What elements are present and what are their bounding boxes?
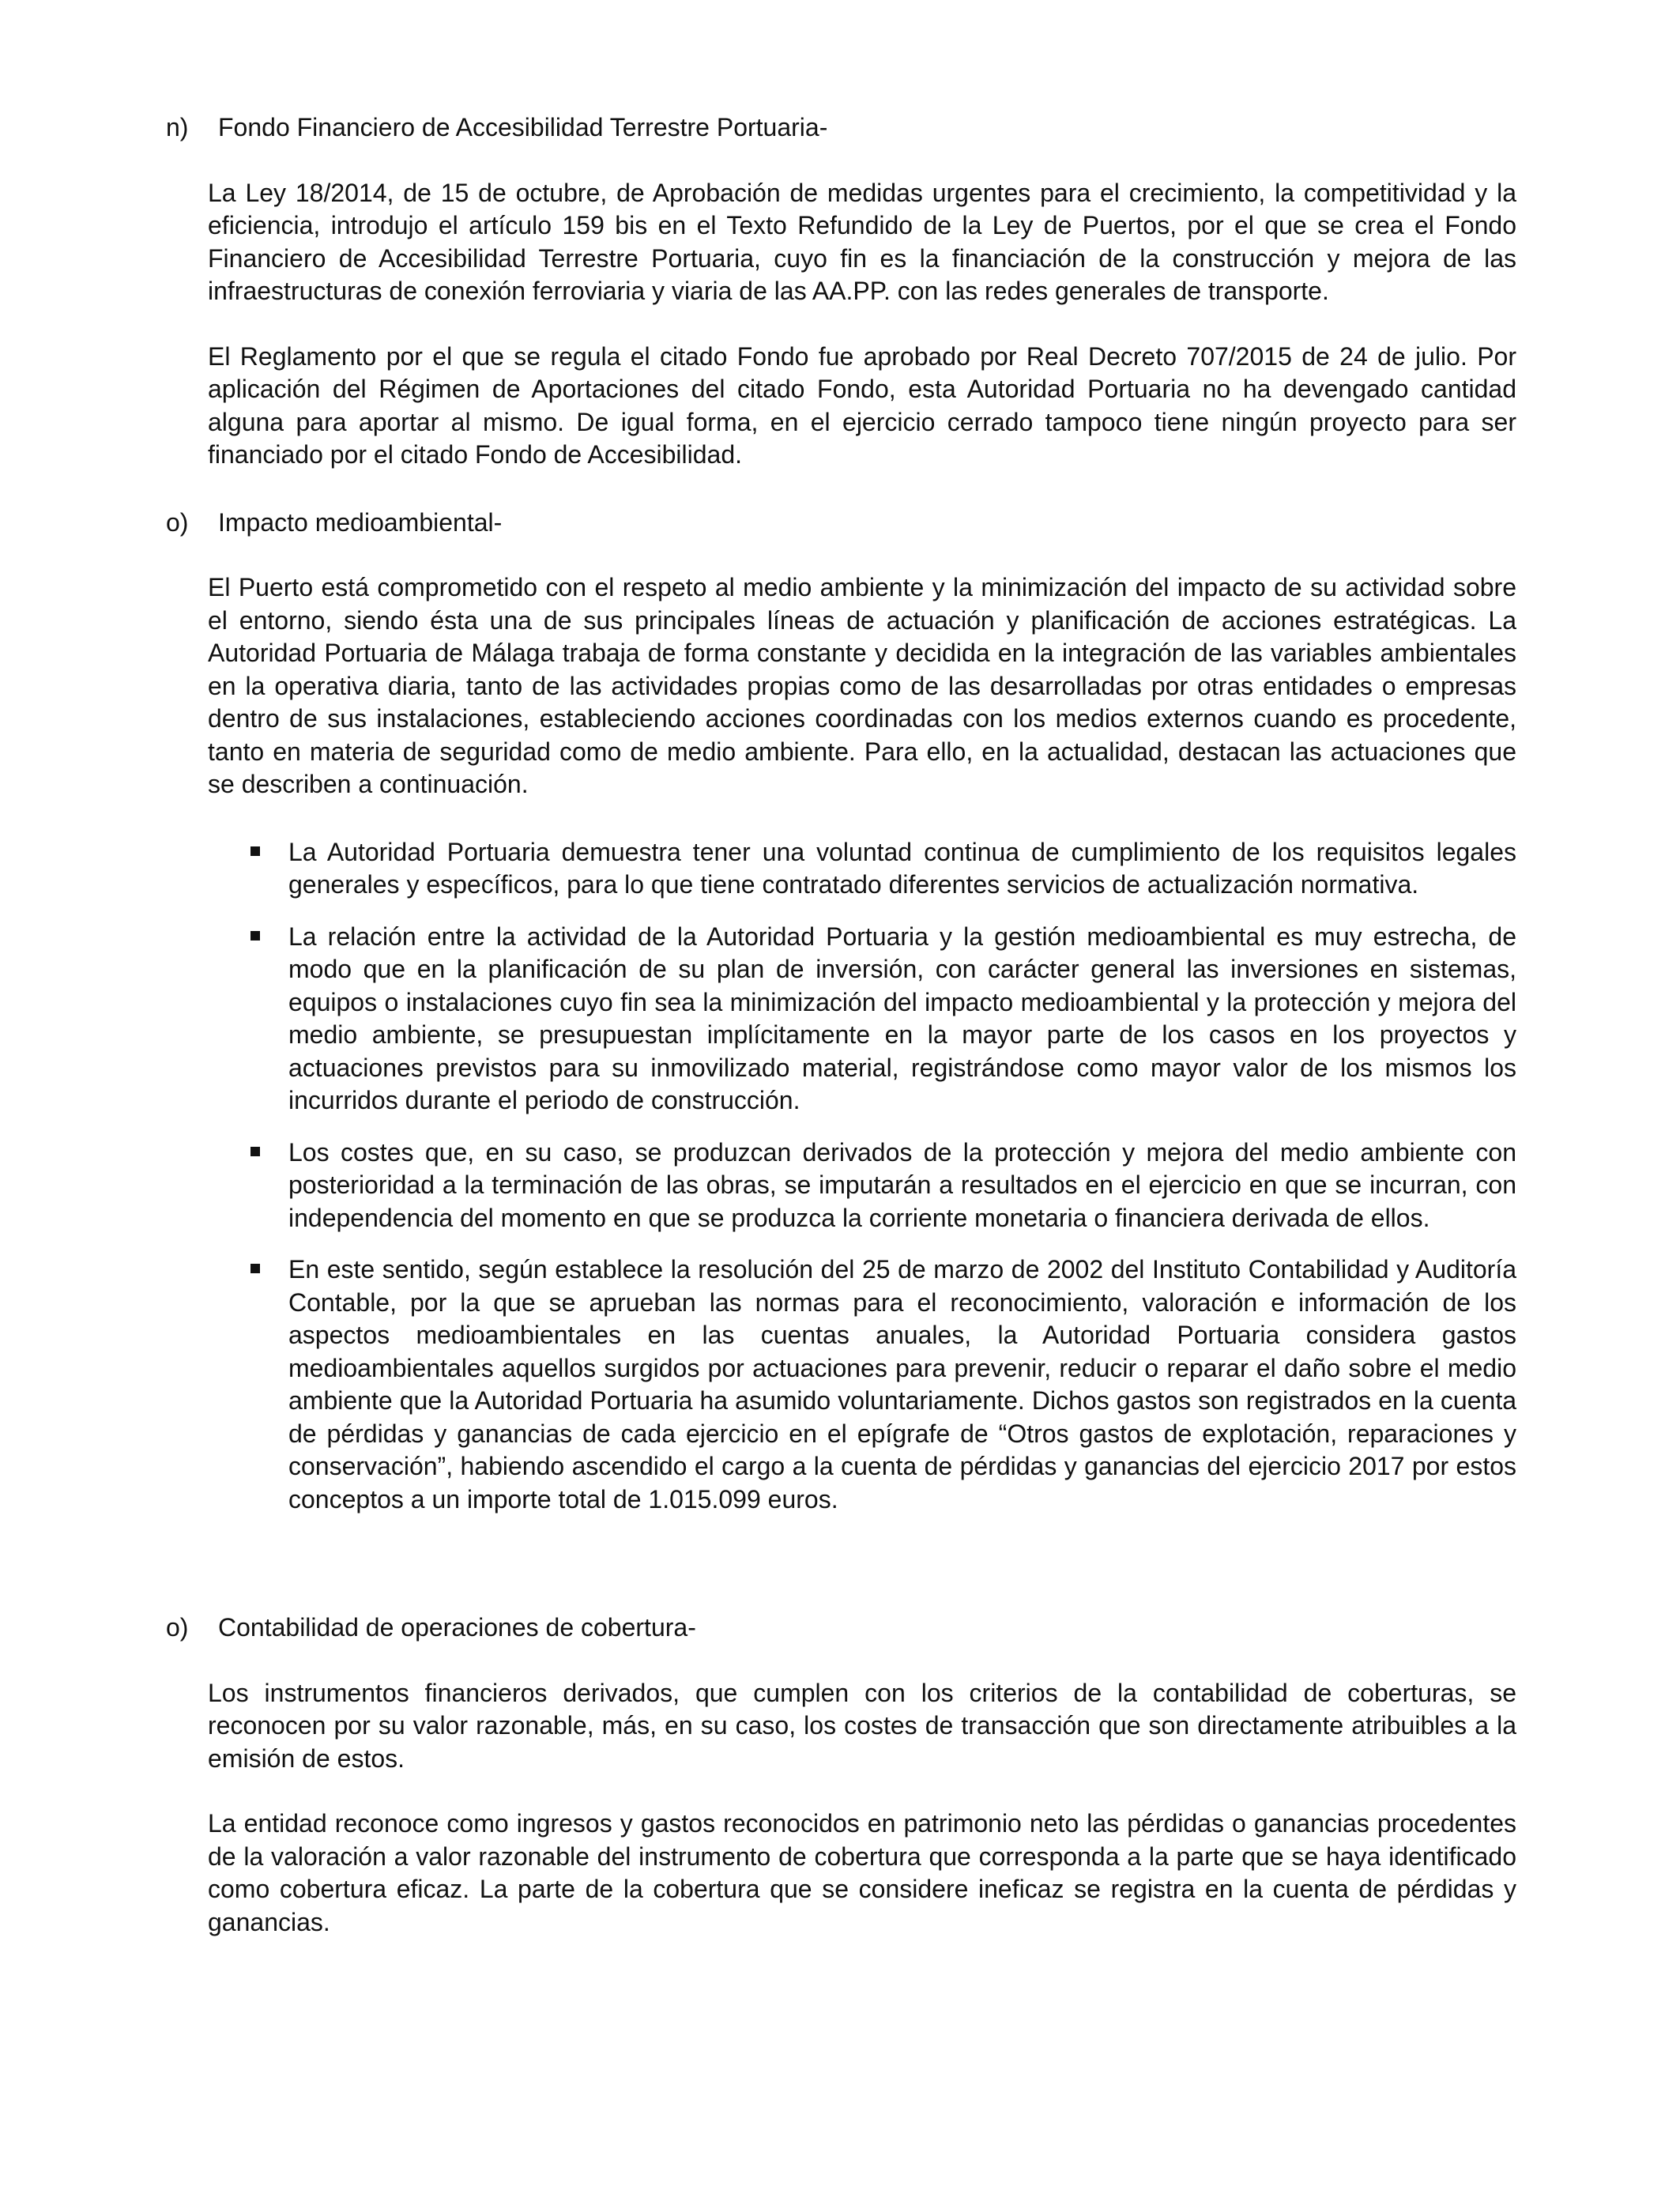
section-fondo-financiero (0, 111, 1680, 472)
paragraph: El Puerto está comprometido con el respeto al medio ambiente y la minimización del impacto de su actividad sobre el entorno, siendo ésta una de sus principales líneas de actuación y planificación de acciones estratégicas. La Autoridad Portuaria de Málaga trabaja de forma constante y decidida en la integración de las variables ambientales en la operativa diaria, tanto de las actividades propias como de las desarrolladas por otras entidades o empresas dentro de sus instalaciones, estableciendo acciones coordinadas con los medios externos cuando es procedente, tanto en materia de seguridad como de medio ambiente. Para ello, en la actualidad, destacan las actuaciones que se describen a continuación. (208, 573, 1516, 798)
section-contabilidad-cobertura (0, 1612, 1680, 1939)
section-title: Fondo Financiero de Accesibilidad Terrestre Portuaria- (218, 113, 828, 141)
square-bullet-icon (250, 1264, 260, 1273)
paragraph: El Reglamento por el que se regula el citado Fondo fue aprobado por Real Decreto 707/2015 de 24 de julio. Por aplicación del Régimen de Aportaciones del citado Fondo, esta Autoridad Portuaria no ha devengado cantidad alguna para aportar al mismo. De igual forma, en el ejercicio cerrado tampoco tiene ningún proyecto para ser financiado por el citado Fondo de Accesibilidad. (208, 341, 1516, 469)
list-item-text: La relación entre la actividad de la Autoridad Portuaria y la gestión medioambiental es muy estrecha, de modo que en la planificación de su plan de inversión, con carácter general las inversiones en sistemas, equipos o instalaciones cuyo fin sea la minimización del impacto medioambiental y la protección y mejora del medio ambiente, se presupuestan implícitamente en la mayor parte de los casos en los proyectos y actuaciones previstos para su inmovilizado material, registrándose como mayor valor de los mismos los incurridos durante el periodo de construcción. (288, 922, 1516, 1114)
paragraph: La entidad reconoce como ingresos y gastos reconocidos en patrimonio neto las pérdidas o ganancias procedentes de la valoración a valor razonable del instrumento de cobertura que corresponda a la parte que se haya identificado como cobertura eficaz. La parte de la cobertura que se considere ineficaz se registra en la cuenta de pérdidas y ganancias. (208, 1809, 1516, 1936)
section-marker: o) (166, 507, 189, 537)
list-item (0, 836, 1516, 902)
list-item-text: Los costes que, en su caso, se produzcan derivados de la protección y mejora del medio ambiente con posterioridad a la terminación de las obras, se imputarán a resultados en el ejercicio en que se incurran, con independencia del momento en que se produzca la corriente monetaria o financiera derivada de ellos. (288, 1137, 1516, 1232)
section-title: Contabilidad de operaciones de cobertura- (218, 1613, 696, 1642)
section-marker: o) (166, 1613, 189, 1642)
square-bullet-icon (250, 931, 260, 941)
square-bullet-icon (250, 846, 260, 856)
section-heading (0, 507, 1680, 540)
list-item (0, 1253, 1516, 1516)
section-heading (0, 111, 1680, 145)
list-item-text: En este sentido, según establece la resolución del 25 de marzo de 2002 del Instituto Contabilidad y Auditoría Contable, por la que se aprueban las normas para el reconocimiento, valoración e información de los aspectos medioambientales en las cuentas anuales, la Autoridad Portuaria considera gastos medioambientales aquellos surgidos por actuaciones para prevenir, reducir o reparar el daño sobre el medio ambiente que la Autoridad Portuaria ha asumido voluntariamente. Dichos gastos son registrados en la cuenta de pérdidas y ganancias de cada ejercicio en el epígrafe de “Otros gastos de explotación, reparaciones y conservación”, habiendo ascendido el cargo a la cuenta de pérdidas y ganancias del ejercicio 2017 por estos conceptos a un importe total de 1.015.099 euros. (288, 1255, 1516, 1514)
section-title: Impacto medioambiental- (218, 507, 503, 537)
list-item-text: La Autoridad Portuaria demuestra tener una voluntad continua de cumplimiento de los requisitos legales generales y específicos, para lo que tiene contratado diferentes servicios de actualización normativa. (288, 837, 1516, 899)
paragraph: La Ley 18/2014, de 15 de octubre, de Aprobación de medidas urgentes para el crecimiento, la competitividad y la eficiencia, introdujo el artículo 159 bis en el Texto Refundido de la Ley de Puertos, por el que se crea el Fondo Financiero de Accesibilidad Terrestre Portuaria, cuyo fin es la financiación de la construcción y mejora de las infraestructuras de conexión ferroviaria y viaria de las AA.PP. con las redes generales de transporte. (208, 178, 1516, 305)
spacer (0, 1535, 1680, 1577)
list-item (0, 921, 1516, 1118)
section-marker: n) (166, 113, 189, 141)
section-heading (0, 1612, 1680, 1645)
section-impacto-medioambiental (0, 507, 1680, 1578)
list-item (0, 1137, 1516, 1235)
square-bullet-icon (250, 1147, 260, 1156)
bullet-list (0, 836, 1680, 1517)
paragraph: Los instrumentos financieros derivados, que cumplen con los criterios de la contabilidad de coberturas, se reconocen por su valor razonable, más, en su caso, los costes de transacción que son directamente atribuibles a la emisión de estos. (208, 1678, 1516, 1773)
